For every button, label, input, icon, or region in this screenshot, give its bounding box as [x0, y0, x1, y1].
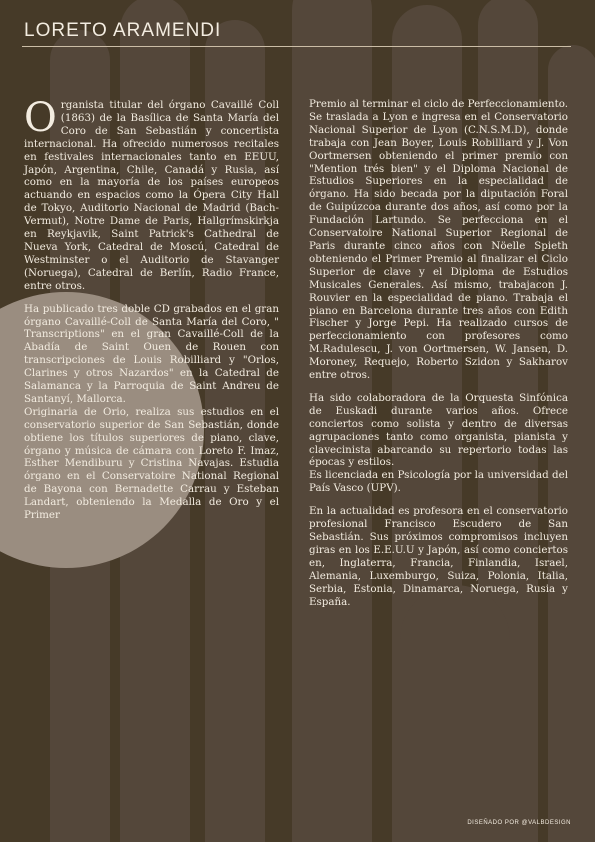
- intro-paragraph: Organista titular del órgano Cavaillé Coll (1863) de la Basílica de Santa María del Coro de San Sebastián y concertista internacional. Ha ofrecido numerosos recitales en festivales internacionales tanto en EEUU, Japón, Argentina, Chile, Canadá y Rusia, así como en la mayoría de los países europeos actuando en espacios como la Ópera City Hall de Tokyo, Auditorio Nacional de Madrid (Bach-Vermut), Notre Dame de Paris, Hallgrímskirkja en Reykjavik, Saint Patrick's Cathedral de Nueva York, Catedral de Moscú, Catedral de Westminster o el Auditorio de Stavanger (Noruega), Catedral de Berlín, Radio France, entre otros.: [24, 95, 279, 292]
- page-title: LORETO ARAMENDI: [24, 20, 222, 41]
- current-activity-paragraph: En la actualidad es profesora en el conservatorio profesional Francisco Escudero de San Sebastián. Sus próximos compromisos incluyen giras en los E.E.U.U y Japón, así como conciertos en, Inglaterra, Francia, Finlandia, Israel, Alemania, Luxemburgo, Suiza, Polonia, Italia, Serbia, Estonia, Dinamarca, Noruega, Rusia y España.: [309, 505, 568, 608]
- education-paragraph: Originaria de Orio, realiza sus estudios en el conservatorio superior de San Sebastián, donde obtiene los títulos superiores de piano, clave, órgano y música de cámara con Loreto F. Imaz, Esther Mendiburu y Cristina Navajas. Estudia órgano en el Conservatoire National Regional de Bayona con Bernadette Carrau y Esteban Landart, obteniendo la Medalla de Oro y el Primer: [24, 405, 279, 522]
- psychology-paragraph: Es licenciada en Psicología por la universidad del País Vasco (UPV).: [309, 469, 568, 495]
- drop-cap: O: [24, 95, 57, 141]
- discography-paragraph: Ha publicado tres doble CD grabados en el gran órgano Cavaillé-Coll de Santa María del Coro, " Transcriptions" en el gran Cavaillé-Coll de la Abadía de Saint Ouen de Rouen con transcripciones de Louis Robilliard y "Orlos, Clarines y otros Nazardos" en la Catedral de Salamanca y la Parroquia de Saint Andreu de Santanyí, Mallorca.: [24, 302, 279, 405]
- title-divider: [22, 46, 571, 47]
- orchestra-paragraph: Ha sido colaboradora de la Orquesta Sinfónica de Euskadi durante varios años. Ofrece conciertos como solista y dentro de diversas agrupaciones tanto como organista, pianista y clavecinista abarcando su repertorio todas las épocas y estilos.: [309, 391, 568, 469]
- right-column: [309, 98, 568, 608]
- left-column: [24, 95, 279, 522]
- education-continued-paragraph: Premio al terminar el ciclo de Perfeccionamiento. Se traslada a Lyon e ingresa en el Conservatorio Nacional Superior de Lyon (C.N.S.M.D), donde trabaja con Jean Boyer, Louis Robilliard y J. Von Oortmersen obteniendo el primer premio con "Mention trés bien" y el Diploma Nacional de Estudios Superiores en la especialidad de órgano. Ha sido becada por la diputación Foral de Guipúzcoa durante dos años, así como por la Fundación Lartundo. Se perfecciona en el Conservatoire National Superior Regional de Paris durante cinco años con Nöelle Spieth obteniendo el Primer Premio al finalizar el Ciclo Superior de clave y el Diploma de Estudios Musicales Generales. Así mismo, trabajacon J. Rouvier en la especialidad de piano. Trabaja el piano en Barcelona durante tres años con Edith Fischer y Jorge Pepi. Ha realizado cursos de perfeccionamiento con profesores como M.Radulescu, J. von Oortmersen, W. Jansen, D. Moroney, Requejo, Roberto Szidon y Sakharov entre otros.: [309, 98, 568, 382]
- designer-credit: DISEÑADO POR @VALBDESIGN: [467, 820, 571, 826]
